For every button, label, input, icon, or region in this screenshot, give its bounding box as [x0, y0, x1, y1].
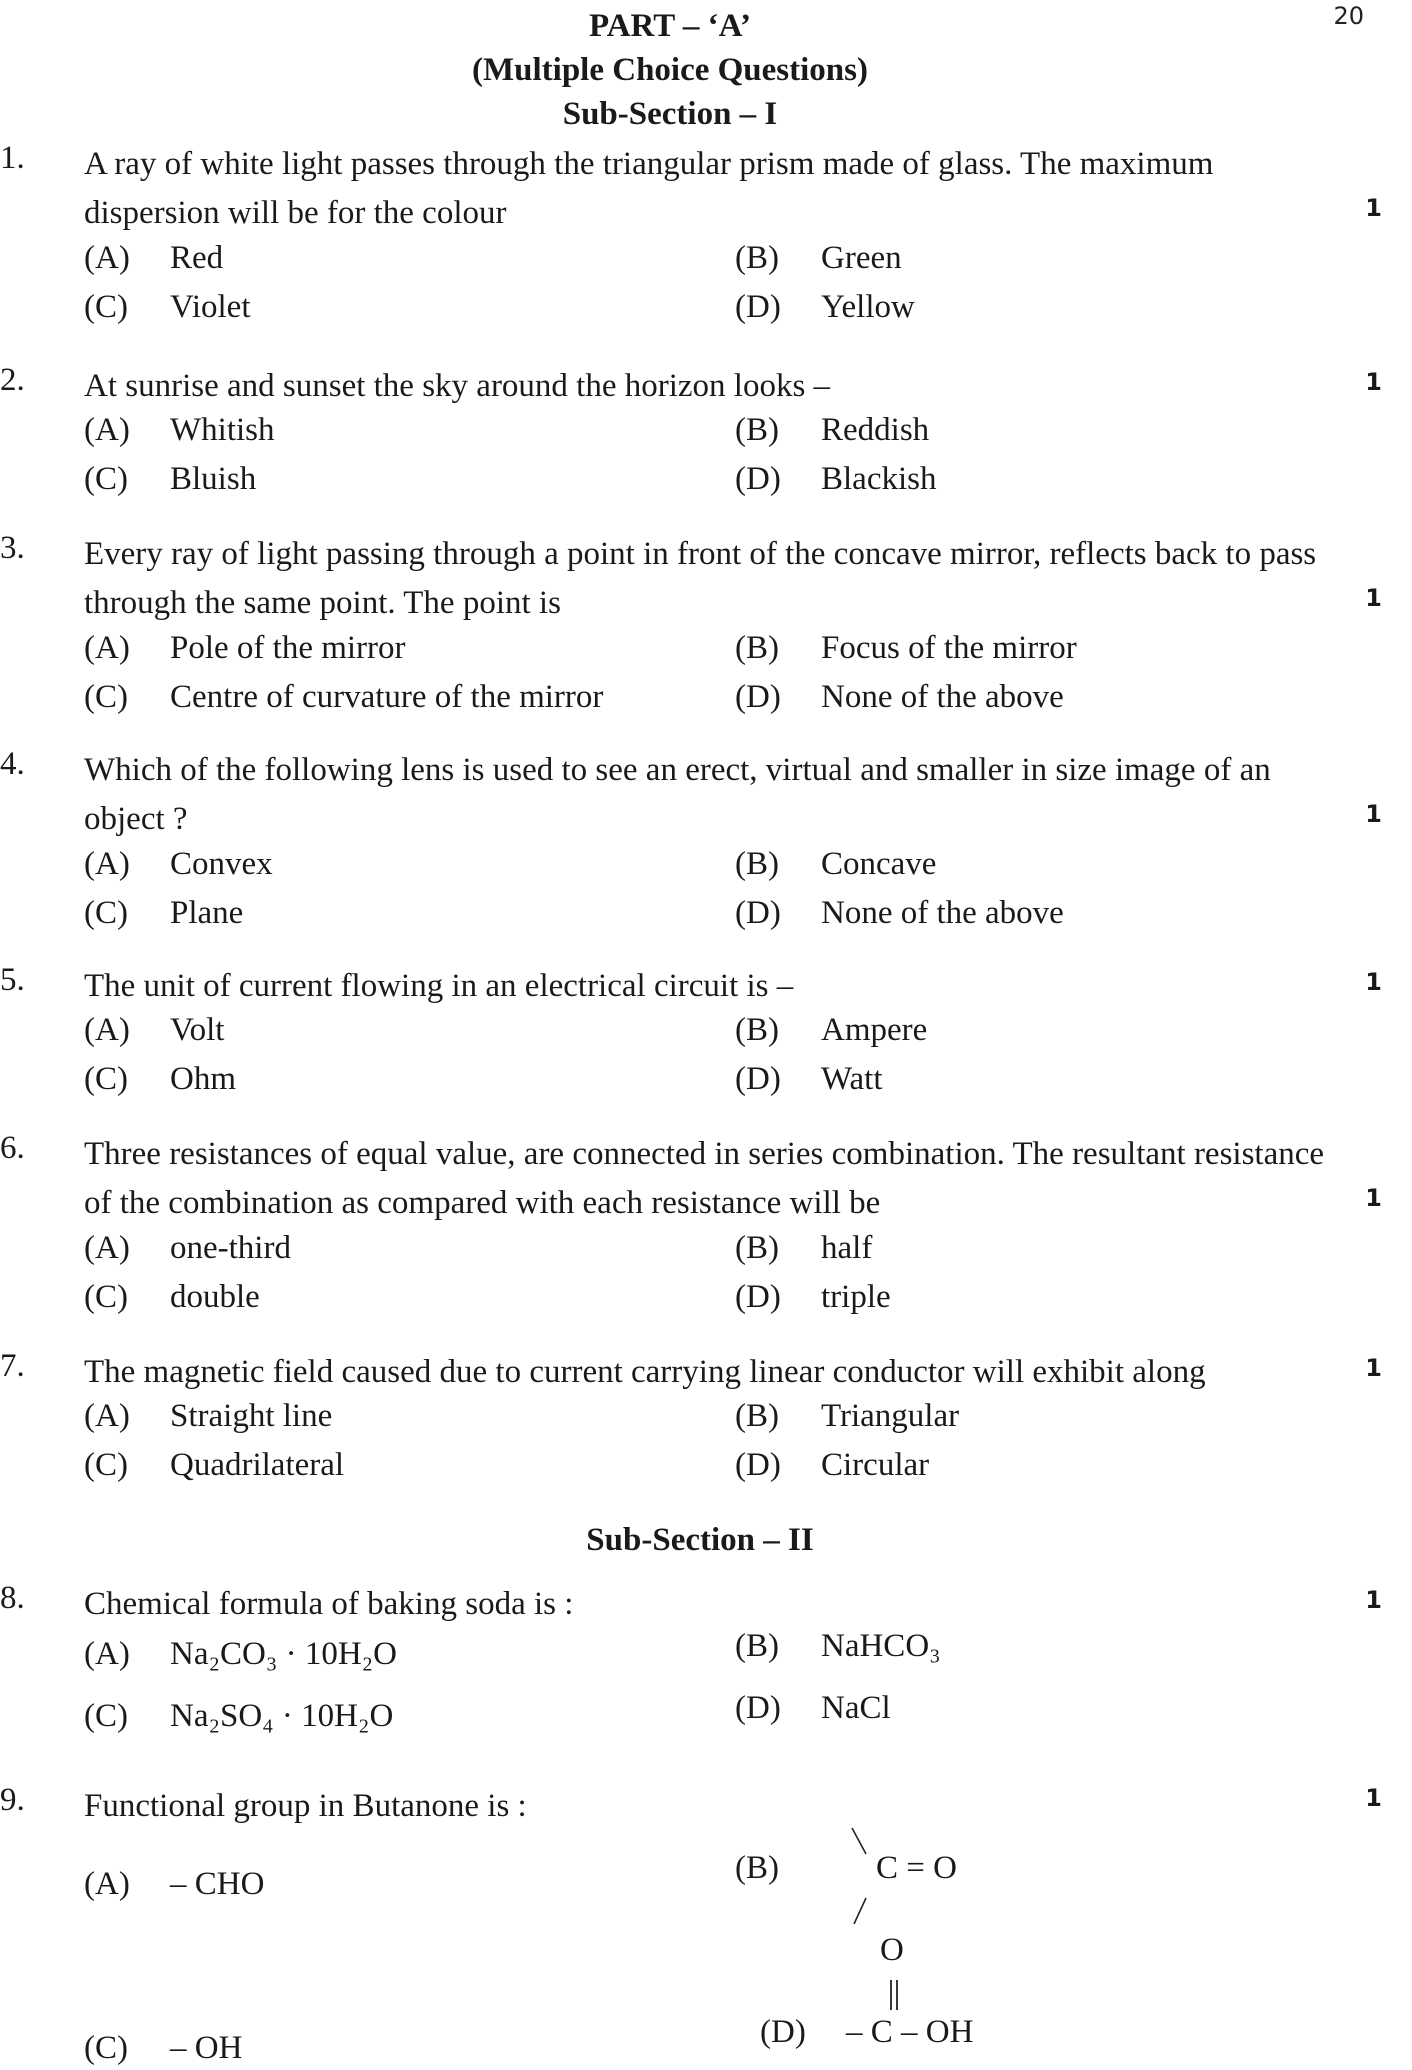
part-subtitle: (Multiple Choice Questions)	[472, 52, 868, 88]
option-d	[735, 461, 936, 498]
option-text: Centre of curvature of the mirror	[170, 679, 604, 715]
option-label: (A)	[84, 240, 130, 276]
option-b	[735, 1628, 941, 1665]
option-d	[735, 679, 1064, 716]
option-text: NaCl	[821, 1690, 891, 1726]
option-text: Na₂SO₄ · 10H₂O	[170, 1698, 394, 1734]
option-text: Convex	[170, 846, 273, 882]
option-text: Ampere	[821, 1012, 928, 1048]
option-b	[735, 1230, 872, 1267]
option-text: NaHCO₃	[821, 1628, 941, 1664]
question-number: 7.	[0, 1348, 25, 1384]
option-label: (C)	[84, 1061, 128, 1097]
option-label: (C)	[84, 1698, 128, 1734]
option-c	[84, 289, 251, 326]
option-label: (B)	[735, 630, 779, 666]
option-label: (D)	[760, 2014, 806, 2050]
option-label: (A)	[84, 1012, 130, 1048]
option-label: (A)	[84, 1230, 130, 1266]
question-number: 6.	[0, 1130, 25, 1166]
option-label: (C)	[84, 2030, 128, 2066]
option-label: (B)	[735, 412, 779, 448]
page-number: 20	[1333, 2, 1364, 30]
option-text: – C – OH	[846, 2014, 974, 2050]
carbonyl-bonds-graphic	[846, 1824, 876, 1934]
option-b	[735, 630, 1077, 667]
option-label: (A)	[84, 1398, 130, 1434]
option-a	[84, 630, 406, 667]
option-c	[84, 1061, 236, 1098]
option-label: (A)	[84, 1636, 130, 1672]
part-title: PART – ‘A’	[589, 8, 751, 44]
option-label: (B)	[735, 846, 779, 882]
option-d	[735, 1061, 883, 1098]
option-label: (A)	[84, 846, 130, 882]
option-d	[735, 895, 1064, 932]
option-text: half	[821, 1230, 873, 1266]
option-label: (B)	[735, 1398, 779, 1434]
option-c	[84, 1698, 393, 1735]
option-b	[735, 846, 936, 883]
option-a	[84, 412, 275, 449]
option-b	[735, 1398, 959, 1435]
option-text: None of the above	[821, 679, 1064, 715]
option-text: one-third	[170, 1230, 291, 1266]
option-label: (B)	[735, 1628, 779, 1664]
option-text: Blackish	[821, 461, 937, 497]
option-text: Green	[821, 240, 902, 276]
option-label: (C)	[84, 895, 128, 931]
option-label: (D)	[735, 461, 781, 497]
section-title: Sub-Section – I	[562, 96, 778, 132]
question-marks: 1	[1365, 1184, 1382, 1212]
question-text: At sunrise and sunset the sky around the horizon looks –	[84, 368, 831, 404]
option-label: (C)	[84, 1279, 128, 1315]
question-marks: 1	[1365, 800, 1382, 828]
option-label: (D)	[735, 1447, 781, 1483]
question-text: Every ray of light passing through a point in front of the concave mirror, reflects back to pass through the same point. The point is	[84, 536, 1317, 621]
option-label: (B)	[735, 1230, 779, 1266]
option-label: (D)	[735, 1061, 781, 1097]
option-c	[84, 1447, 344, 1484]
option-label: (D)	[735, 679, 781, 715]
option-a	[84, 846, 273, 883]
question-text: Three resistances of equal value, are connected in series combination. The resultant resistance of the combination as compared with each resistance will be	[84, 1136, 1325, 1221]
option-text: Plane	[170, 895, 244, 931]
option-d-oxygen: O	[880, 1932, 904, 1968]
option-c	[84, 895, 243, 932]
option-c	[84, 2030, 242, 2067]
option-a	[84, 1636, 397, 1673]
option-text: Volt	[170, 1012, 225, 1048]
option-text: Na₂CO₃ · 10H₂O	[170, 1636, 397, 1672]
question-text: The unit of current flowing in an electrical circuit is –	[84, 968, 794, 1004]
option-b	[735, 1012, 927, 1049]
option-d	[735, 1690, 891, 1727]
question-number: 1.	[0, 140, 25, 176]
question-text: Functional group in Butanone is :	[84, 1788, 527, 1824]
option-text: Straight line	[170, 1398, 333, 1434]
question-marks: 1	[1365, 968, 1382, 996]
option-label: (A)	[84, 1866, 130, 1902]
option-b	[735, 240, 902, 277]
option-c	[84, 461, 256, 498]
option-label: (A)	[84, 412, 130, 448]
option-label: (C)	[84, 1447, 128, 1483]
option-label: (B)	[735, 240, 779, 276]
option-text: double	[170, 1279, 260, 1315]
option-a	[84, 1012, 224, 1049]
option-label: (D)	[735, 895, 781, 931]
option-text: Ohm	[170, 1061, 236, 1097]
option-label: (C)	[84, 461, 128, 497]
question-marks: 1	[1365, 368, 1382, 396]
option-text: Yellow	[821, 289, 915, 325]
option-text: Pole of the mirror	[170, 630, 406, 666]
option-text: Quadrilateral	[170, 1447, 345, 1483]
option-label: (A)	[84, 630, 130, 666]
option-text: Concave	[821, 846, 937, 882]
option-text: Focus of the mirror	[821, 630, 1077, 666]
question-text: A ray of white light passes through the triangular prism made of glass. The maximum dispersion will be for the colour	[84, 146, 1214, 231]
option-text: – CHO	[170, 1866, 265, 1902]
option-label: (D)	[735, 1690, 781, 1726]
question-marks: 1	[1365, 1784, 1382, 1812]
option-label: (B)	[735, 1012, 779, 1048]
option-a	[84, 1398, 332, 1435]
option-text: Triangular	[821, 1398, 960, 1434]
question-number: 5.	[0, 962, 25, 998]
option-text: triple	[821, 1279, 891, 1315]
section-title-2: Sub-Section – II	[586, 1522, 814, 1558]
option-text: Circular	[821, 1447, 930, 1483]
option-text: Bluish	[170, 461, 257, 497]
option-text: None of the above	[821, 895, 1064, 931]
question-marks: 1	[1365, 194, 1382, 222]
option-text: Violet	[170, 289, 251, 325]
option-d	[735, 1279, 891, 1316]
option-label: (B)	[735, 1850, 779, 1886]
option-text: Whitish	[170, 412, 275, 448]
page-header	[0, 4, 1340, 136]
option-a	[84, 1866, 264, 1903]
question-marks: 1	[1365, 584, 1382, 612]
question-number: 2.	[0, 362, 25, 398]
option-label: (D)	[735, 289, 781, 325]
option-label: (C)	[84, 289, 128, 325]
option-c	[84, 679, 603, 716]
option-text: Watt	[821, 1061, 883, 1097]
option-text: – OH	[170, 2030, 243, 2066]
option-a	[84, 1230, 291, 1267]
question-text: Which of the following lens is used to see an erect, virtual and smaller in size image of an object ?	[84, 752, 1271, 837]
question-number: 9.	[0, 1782, 25, 1818]
option-label: (C)	[84, 679, 128, 715]
question-marks: 1	[1365, 1586, 1382, 1614]
question-number: 4.	[0, 746, 25, 782]
question-number: 8.	[0, 1580, 25, 1616]
option-b	[735, 412, 929, 449]
option-d	[760, 2014, 973, 2051]
question-number: 3.	[0, 530, 25, 566]
question-text: Chemical formula of baking soda is :	[84, 1586, 574, 1622]
option-label: (D)	[735, 1279, 781, 1315]
question-marks: 1	[1365, 1354, 1382, 1382]
double-bond-graphic	[884, 1978, 904, 2012]
option-d	[735, 1447, 929, 1484]
option-b	[735, 1850, 821, 1887]
question-text: The magnetic field caused due to current carrying linear conductor will exhibit along	[84, 1354, 1206, 1390]
option-text: Reddish	[821, 412, 930, 448]
option-d	[735, 289, 915, 326]
option-b-structure: C = O	[876, 1850, 957, 1886]
option-text: Red	[170, 240, 224, 276]
option-a	[84, 240, 223, 277]
option-c	[84, 1279, 260, 1316]
